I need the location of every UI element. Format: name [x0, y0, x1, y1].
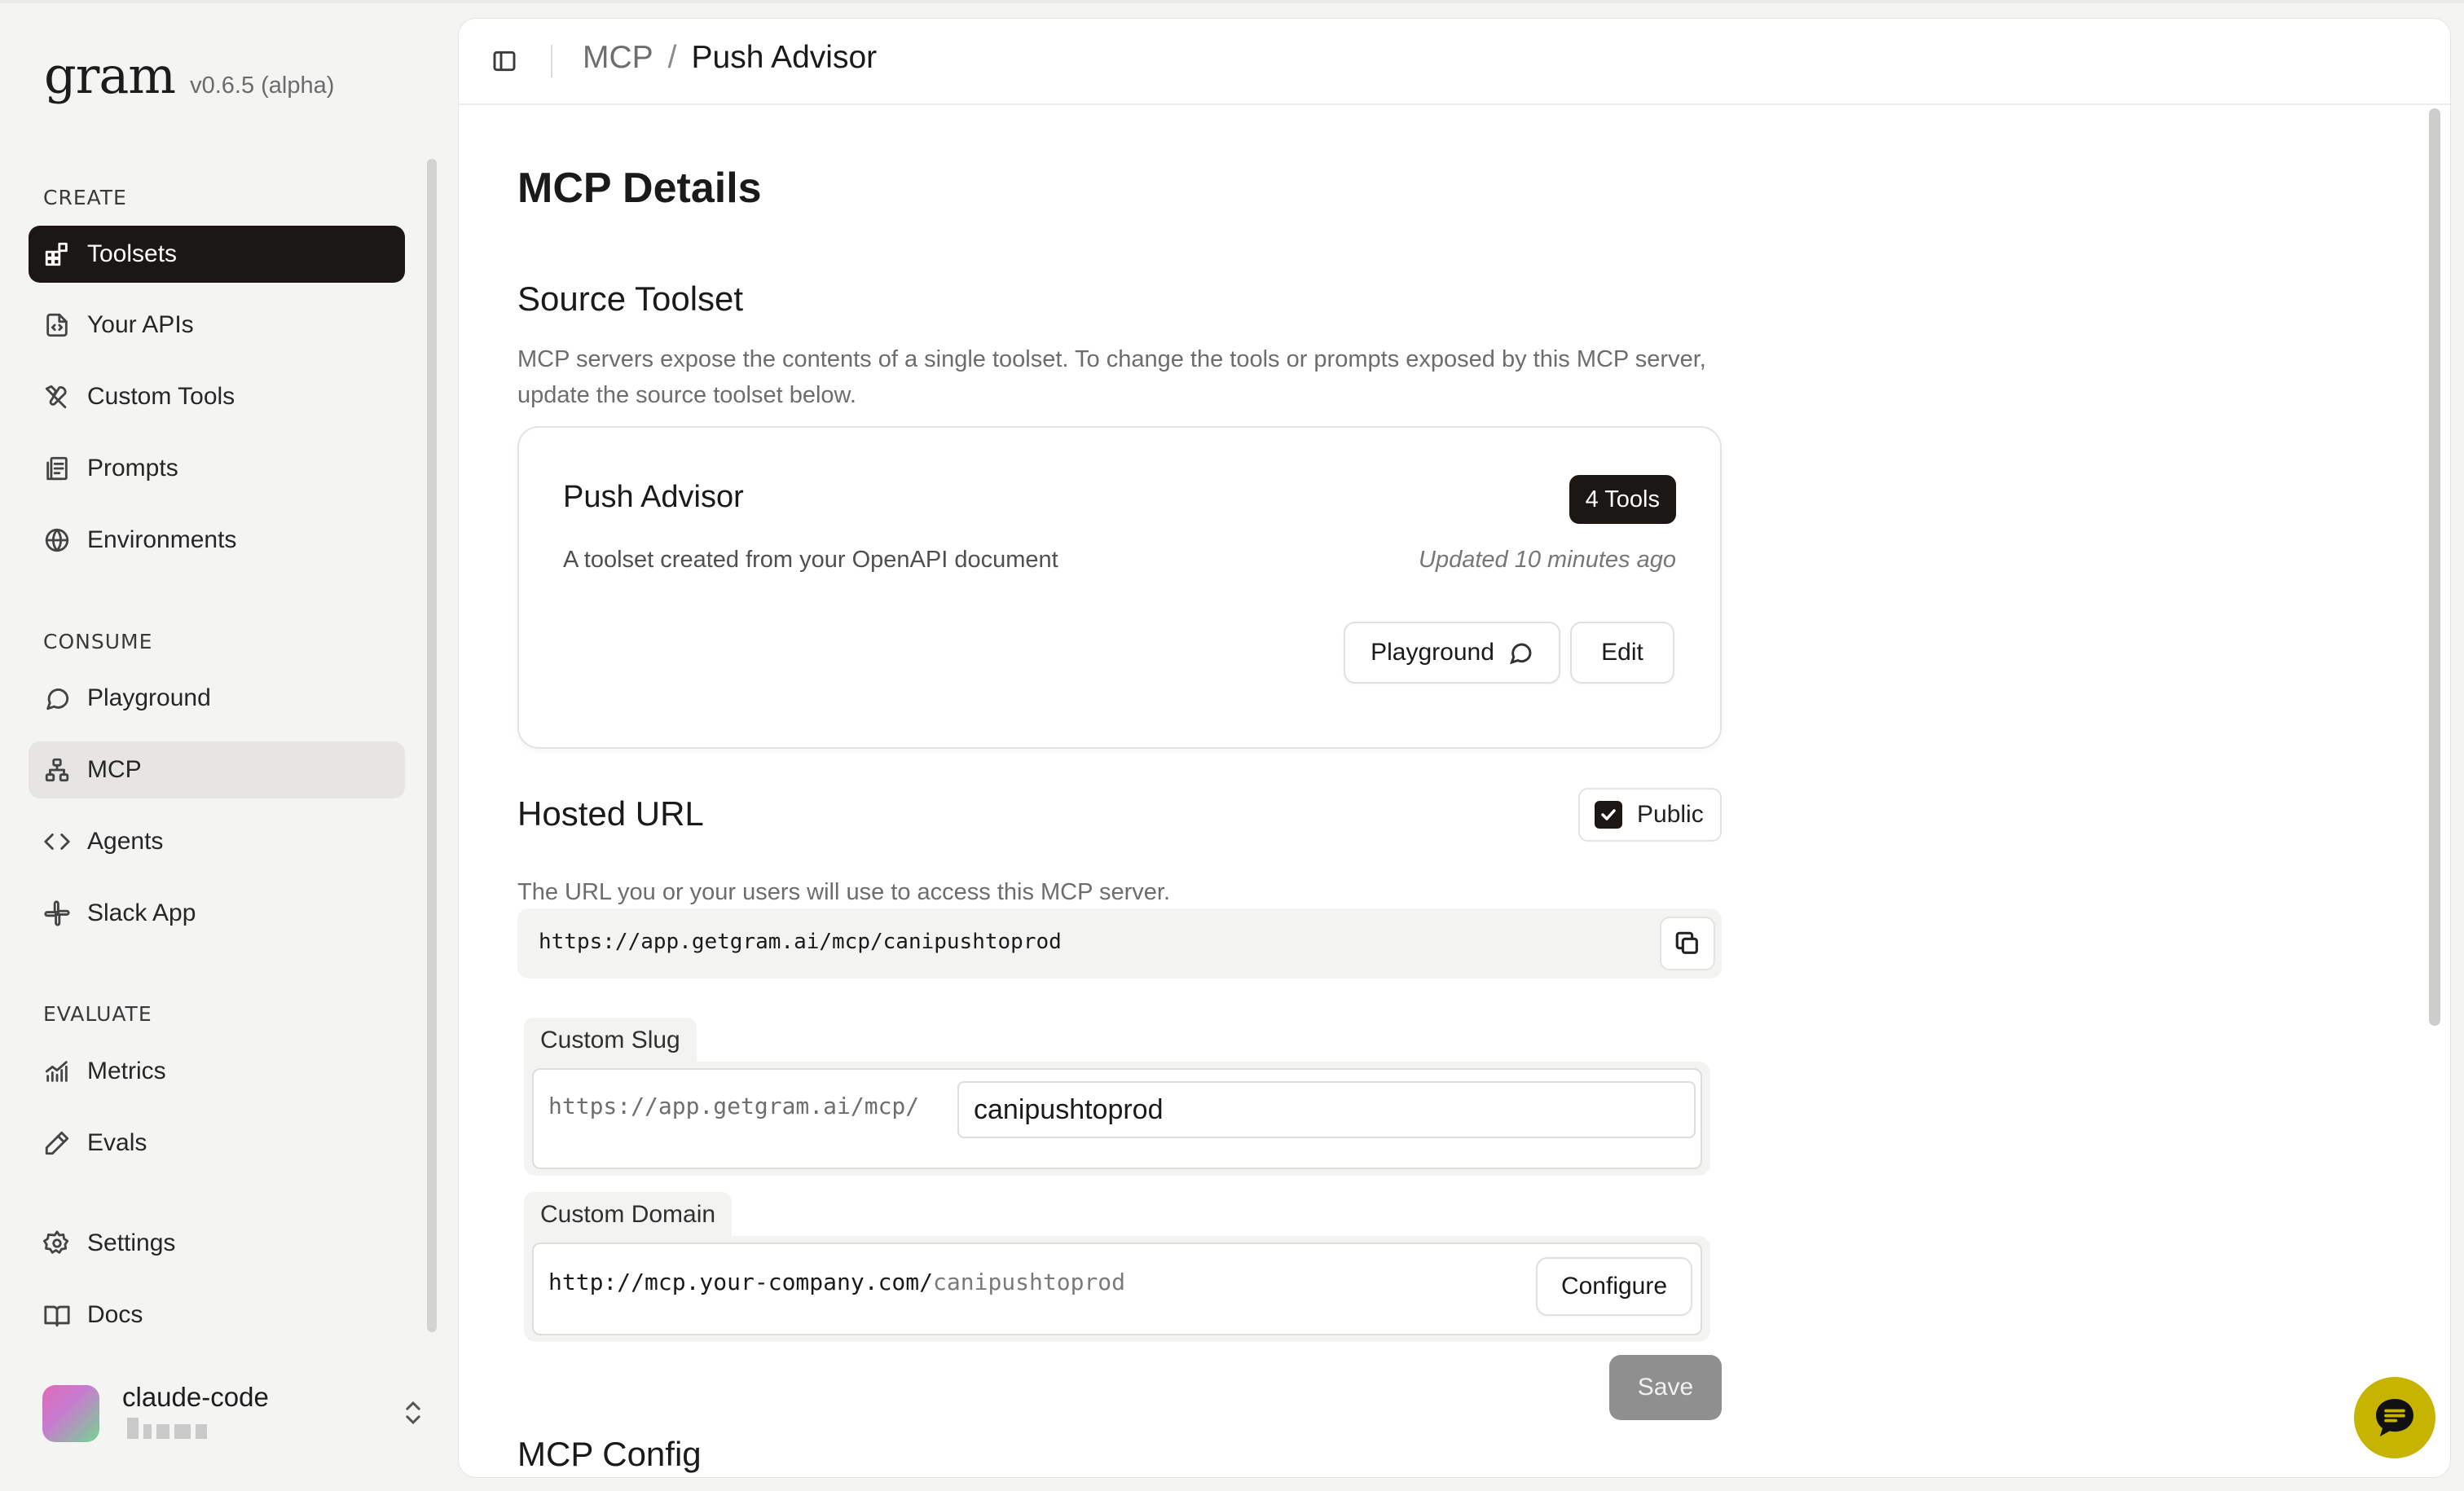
page-title: MCP Details — [517, 165, 762, 212]
custom-domain-field — [532, 1242, 1702, 1335]
sidebar-item-settings[interactable] — [29, 1215, 405, 1272]
hosted-url-bar — [517, 908, 1722, 979]
chat-icon — [2371, 1394, 2418, 1441]
brand-version: v0.6.5 (alpha) — [190, 73, 335, 99]
sidebar-item-label: Agents — [87, 828, 164, 855]
hosted-url-description: The URL you or your users will use to access this MCP server. — [517, 879, 1171, 905]
custom-slug-field — [532, 1068, 1702, 1169]
sidebar-item-your-apis[interactable] — [29, 297, 405, 354]
copy-url-button[interactable] — [1660, 917, 1715, 970]
breadcrumb-separator: / — [667, 40, 677, 75]
check-icon — [1599, 805, 1618, 825]
custom-slug-label: Custom Slug — [524, 1018, 697, 1063]
playground-button[interactable] — [1344, 622, 1560, 684]
public-checkbox[interactable] — [1595, 801, 1622, 829]
main-scrollbar[interactable] — [2429, 108, 2440, 1026]
sidebar-item-label: Settings — [87, 1229, 176, 1256]
sidebar-item-playground[interactable] — [29, 670, 405, 727]
copy-icon — [1674, 930, 1701, 957]
source-toolset-heading: Source Toolset — [517, 279, 744, 318]
edit-button[interactable] — [1570, 622, 1674, 684]
user-name: claude-code — [122, 1382, 269, 1412]
section-label-create: CREATE — [43, 186, 127, 209]
brand-logo: gram — [44, 46, 176, 105]
chevron-up-down-icon[interactable] — [401, 1398, 425, 1427]
sidebar-item-label: Metrics — [87, 1058, 166, 1084]
public-toggle[interactable] — [1578, 788, 1722, 842]
sidebar-item-metrics[interactable] — [29, 1043, 405, 1100]
custom-slug-prefix: https://app.getgram.ai/mcp/ — [548, 1093, 920, 1119]
globe-icon — [43, 526, 71, 554]
main-panel — [458, 18, 2451, 1478]
save-button[interactable]: Save — [1609, 1355, 1722, 1420]
code-icon — [43, 828, 71, 855]
prompts-icon — [43, 455, 71, 482]
toolset-card-description: A toolset created from your OpenAPI document — [563, 547, 1058, 573]
tools-icon — [43, 383, 71, 411]
user-subtitle-redacted — [127, 1418, 225, 1436]
chat-bubble-icon — [43, 684, 71, 712]
playground-button-label: Playground — [1371, 639, 1494, 666]
user-switcher[interactable] — [42, 1382, 425, 1442]
sidebar-item-label: Prompts — [87, 455, 178, 482]
sidebar-item-environments[interactable] — [29, 512, 405, 569]
custom-slug-input[interactable] — [957, 1081, 1696, 1138]
sidebar-scrollbar[interactable] — [427, 159, 437, 1332]
brand[interactable] — [44, 46, 334, 105]
sidebar-item-prompts[interactable] — [29, 440, 405, 497]
chat-support-button[interactable] — [2354, 1377, 2435, 1458]
sidebar-item-agents[interactable] — [29, 813, 405, 870]
configure-button[interactable] — [1536, 1257, 1692, 1316]
pencil-icon — [43, 1129, 71, 1157]
custom-domain-prefix: http://mcp.your-company.com/ — [548, 1269, 934, 1295]
sidebar-item-label: Evals — [87, 1129, 147, 1156]
custom-domain-label: Custom Domain — [524, 1192, 732, 1238]
network-icon — [43, 756, 71, 784]
toolset-card — [517, 426, 1722, 749]
chart-icon — [43, 1058, 71, 1085]
custom-slug-frame — [524, 1062, 1710, 1176]
section-label-consume: CONSUME — [43, 630, 153, 653]
toolset-card-updated: Updated 10 minutes ago — [1419, 547, 1676, 573]
sidebar-item-label: Your APIs — [87, 311, 194, 338]
sidebar-item-mcp[interactable] — [29, 741, 405, 798]
public-label: Public — [1637, 801, 1704, 828]
sidebar-item-label: Docs — [87, 1301, 143, 1328]
source-toolset-description: MCP servers expose the contents of a single toolset. To change the tools or prompts exposed by this MCP server, update the source toolset below. — [517, 346, 1706, 408]
book-icon — [43, 1301, 71, 1329]
sidebar-item-label: Toolsets — [87, 240, 178, 267]
sidebar-item-custom-tools[interactable] — [29, 368, 405, 425]
slack-icon — [43, 899, 71, 927]
tools-count-badge: 4 Tools — [1569, 475, 1676, 524]
sidebar-item-docs[interactable] — [29, 1286, 405, 1344]
sidebar — [0, 0, 456, 1491]
custom-domain-frame — [524, 1236, 1710, 1342]
breadcrumb-mcp-link[interactable]: MCP — [583, 40, 653, 75]
sidebar-item-label: Custom Tools — [87, 383, 235, 410]
gear-icon — [43, 1229, 71, 1257]
custom-domain-url — [548, 1269, 1125, 1295]
hosted-url-text: https://app.getgram.ai/mcp/canipushtoprod — [539, 930, 1062, 954]
sidebar-item-label: Playground — [87, 684, 211, 711]
header-divider — [551, 45, 552, 77]
avatar — [42, 1385, 99, 1442]
breadcrumb — [583, 40, 877, 76]
sidebar-item-label: Environments — [87, 526, 237, 553]
sidebar-item-label: Slack App — [87, 899, 196, 926]
chat-bubble-icon — [1507, 640, 1533, 666]
section-label-evaluate: EVALUATE — [43, 1002, 152, 1026]
sidebar-item-slack-app[interactable] — [29, 885, 405, 942]
edit-button-label: Edit — [1601, 639, 1643, 666]
header — [459, 19, 2450, 105]
file-code-icon — [43, 311, 71, 339]
sidebar-toggle-icon[interactable] — [491, 48, 517, 74]
sidebar-item-label: MCP — [87, 756, 142, 783]
toolsets-icon — [43, 240, 71, 268]
breadcrumb-current: Push Advisor — [691, 40, 878, 75]
hosted-url-heading: Hosted URL — [517, 794, 704, 833]
mcp-config-heading: MCP Config — [517, 1435, 702, 1473]
sidebar-item-evals[interactable] — [29, 1115, 405, 1172]
configure-button-label: Configure — [1560, 1273, 1668, 1300]
custom-domain-suffix: canipushtoprod — [933, 1269, 1126, 1295]
sidebar-item-toolsets[interactable] — [29, 226, 405, 283]
toolset-card-title: Push Advisor — [563, 480, 744, 514]
